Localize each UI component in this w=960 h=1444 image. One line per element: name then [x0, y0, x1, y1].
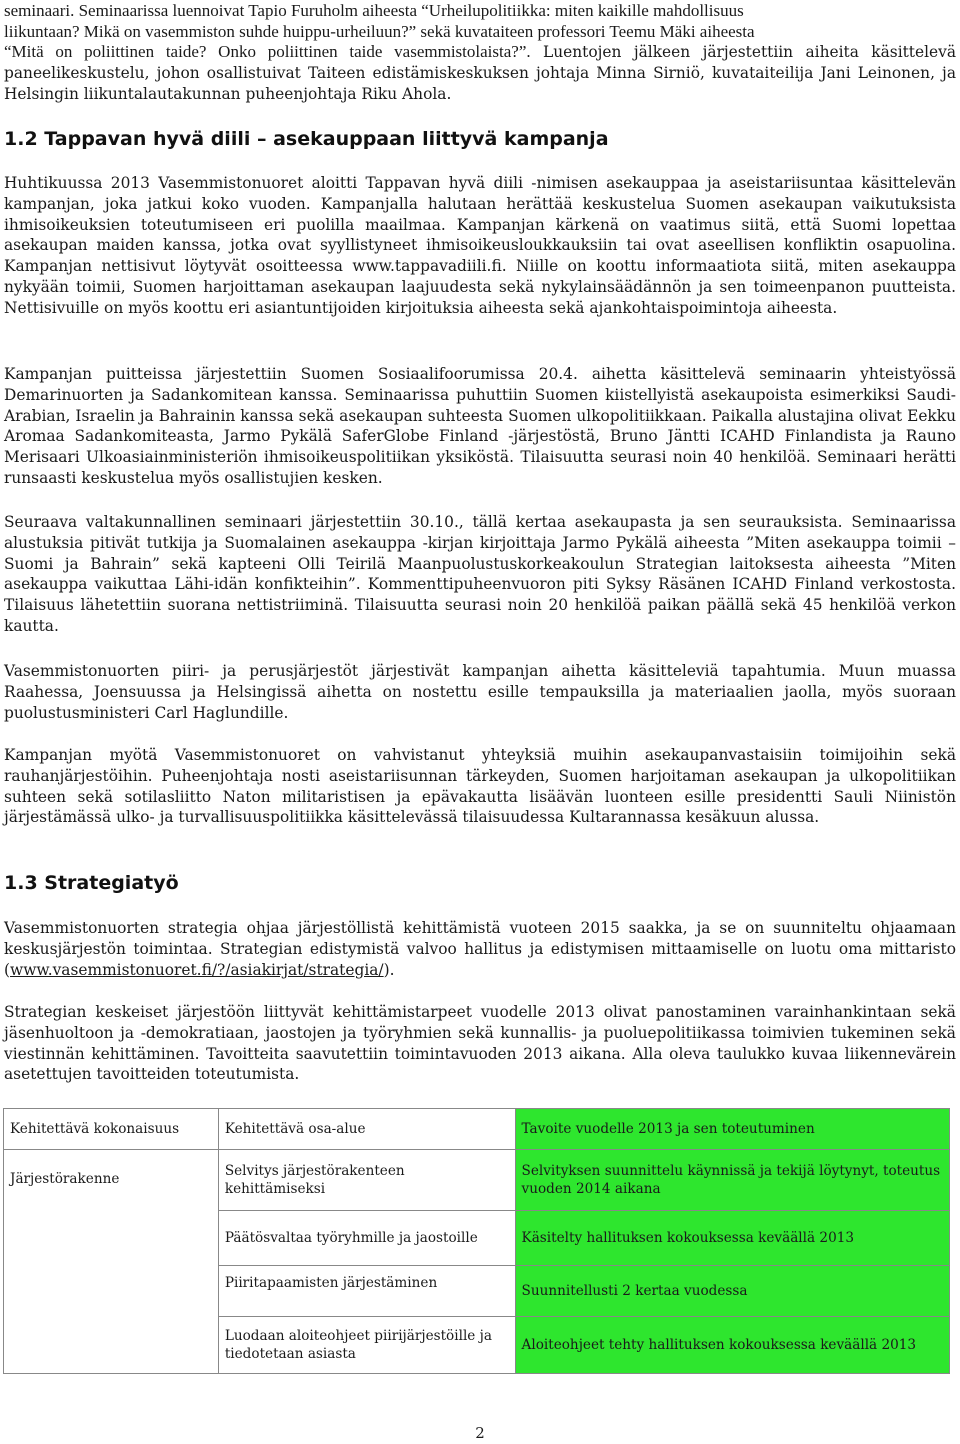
header-kokonaisuus: Kehitettävä kokonaisuus [4, 1109, 219, 1150]
header-tavoite: Tavoite vuodelle 2013 ja sen toteutuminen [515, 1109, 949, 1150]
goal-cell: Selvityksen suunnittelu käynnissä ja tekijä löytynyt, toteutus vuoden 2014 aikana [515, 1150, 949, 1211]
paragraph-campaign: Huhtikuussa 2013 Vasemmistonuoret aloitti Tappavan hyvä diili -nimisen asekauppaa ja aseistariisuntaa käsittelevän kampanjan, joka jatkui koko vuoden. Kampanjalla halutaan herättää keskustelua Suomen asekaupan vaikutuksista ihmisoikeuksien toteutumiseen eri puolilla maailmaa. Kampanjan kärkenä on vaatimus siitä, että Suomi lopettaa asekaupan maiden kanssa, jotka ovat syyllistyneet ihmisoikeusloukkauksiin tai ovat aseellisen konfliktin osapuolina. Kampanjan nettisivut löytyvät osoitteessa www.tappavadiili.fi. Niille on koottu informaatiota siitä, miten asekauppa nykyään toimii, Suomen harjoittaman asekaupan laajuudesta sekä nykylainsäädännön ja sen toimeenpanon puutteista. Nettisivuille on myös koottu eri asiantuntijoiden kirjoituksia aiheesta sekä ajankohtaispoimintoja aiheesta. [4, 174, 956, 317]
intro-line-3 [4, 42, 956, 104]
strategy-link[interactable]: www.vasemmistonuoret.fi/?/asiakirjat/strategia/ [10, 960, 384, 979]
intro-quote: “Mitä on poliittinen taide? Onko poliittinen taide vasemmistolaista?”. [4, 42, 531, 61]
goals-table [3, 1108, 950, 1374]
table-row [4, 1150, 950, 1211]
paragraph-local-events: Vasemmistonuorten piiri- ja perusjärjestöt järjestivät kampanjan aihetta käsitteleviä tapahtumia. Muun muassa Raahessa, Joensuussa ja Helsingissä aihetta on nostettu esille tempauksilla ja materiaalien jaolla, myös suoraan puolustusministeri Carl Haglundille. [4, 662, 956, 722]
paragraph-networking: Kampanjan myötä Vasemmistonuoret on vahvistanut yhteyksiä muihin asekaupanvastaisiin toimijoihin sekä rauhanjärjestöihin. Puheenjohtaja nosti aseistariisunnan tärkeyden, Suomen harjoitaman asekaupan ja ulkopolitiikan suhteen sekä sotilasliitto Naton militaristisen ja epävakautta lisäävän luonteen esille presidentti Sauli Niinistön järjestämässä ulko- ja turvallisuuspolitiikka käsittelevässä tilaisuudessa Kultarannassa kesäkuun alussa. [4, 746, 956, 827]
strategy-text: Vasemmistonuorten strategia ohjaa järjestöllistä kehittämistä vuoteen 2015 saakka, ja se on suunniteltu ohjaamaan keskusjärjestön toimintaa. Strategian edistymistä valvoo hallitus ja edistymisen mittaamiselle on luotu oma mittaristo ( [4, 919, 956, 979]
intro-line-2: liikuntaan? Mikä on vasemmiston suhde huippu-urheiluun?” sekä kuvataiteen professori Teemu Mäki aiheesta [4, 22, 755, 41]
area-cell: Päätösvaltaa työryhmille ja jaostoille [218, 1211, 515, 1266]
area-cell: Selvitys järjestörakenteen kehittämiseksi [218, 1150, 515, 1211]
goal-cell: Suunnitellusti 2 kertaa vuodessa [515, 1266, 949, 1317]
area-cell: Luodaan aloiteohjeet piirijärjestöille ja tiedotetaan asiasta [218, 1317, 515, 1374]
intro-continuation: Luentojen jälkeen järjestettiin aiheita käsittelevä paneelikeskustelu, johon osallistuivat Taiteen edistämiskeskuksen johtaja Minna Sirniö, kuvataiteilija Jani Leinonen, ja Helsingin liikuntalautakunnan puheenjohtaja Riku Ahola. [4, 43, 956, 103]
paragraph-seminar-2: Seuraava valtakunnallinen seminaari järjestettiin 30.10., tällä kertaa asekaupasta ja sen seurauksista. Seminaarissa alustuksia pitivät tutkija ja Suomalainen asekauppa -kirjan kirjoittaja Jarmo Pykälä aiheesta ”Miten asekauppa toimii – Suomi ja Bahrain” sekä kapteeni Olli Teirilä Maanpuolustuskorkeakoulun Strategian laitoksesta aiheesta ”Miten asekauppa vaikuttaa Lähi-idän konfikteihin”. Kommenttipuheenvuoron piti Syksy Räsänen ICAHD Finland verkostosta. Tilaisuus lähetettiin suorana nettistriiminä. Tilaisuutta seurasi noin 20 henkilöä paikan päällä sekä 45 henkilöä verkon kautta. [4, 513, 956, 635]
intro-paragraph [4, 0, 956, 104]
goal-cell: Aloiteohjeet tehty hallituksen kokouksessa keväällä 2013 [515, 1317, 949, 1374]
group-cell: Järjestörakenne [4, 1150, 219, 1374]
section-heading-1-3: 1.3 Strategiatyö [4, 872, 179, 894]
strategy-text-end: ). [383, 960, 395, 979]
section-heading-1-2: 1.2 Tappavan hyvä diili – asekauppaan liittyvä kampanja [4, 128, 609, 150]
table-header-row [4, 1109, 950, 1150]
page-number: 2 [475, 1424, 485, 1442]
area-cell: Piiritapaamisten järjestäminen [218, 1266, 515, 1317]
paragraph-strategy-goals: Strategian keskeiset järjestöön liittyvät kehittämistarpeet vuodelle 2013 olivat panostaminen varainhankintaan sekä jäsenhuoltoon ja -demokratiaan, jaostojen ja työryhmien sekä kunnallis- ja puoluepolitiikassa toimivien tukeminen sekä viestinnän kehittäminen. Tavoitteita saavutettiin toimintavuoden 2013 aikana. Alla oleva taulukko kuvaa liikennevärein asetettujen tavoitteiden toteutumista. [4, 1003, 956, 1084]
goal-cell: Käsitelty hallituksen kokouksessa keväällä 2013 [515, 1211, 949, 1266]
paragraph-seminar-1: Kampanjan puitteissa järjestettiin Suomen Sosiaalifoorumissa 20.4. aihetta käsittelevä seminaarin yhteistyössä Demarinuorten ja Sadankomitean kanssa. Seminaarissa puhuttiin Suomen kiistellyistä asekaupoista esimerkiksi Saudi-Arabian, Israelin ja Bahrainin kanssa sekä asekaupan suhteesta Suomen ulkopolitiikkaan. Paikalla alustajina olivat Eekku Aromaa Sadankomiteasta, Jarmo Pykälä SaferGlobe Finland -järjestöstä, Bruno Jäntti ICAHD Finlandista ja Rauno Merisaari Ulkoasiainministeriön ihmisoikeuspolitiikan yksiköstä. Tilaisuutta seurasi noin 40 henkilöä. Seminaari herätti runsaasti keskustelua myös osallistujien kesken. [4, 365, 956, 487]
header-osa-alue: Kehitettävä osa-alue [218, 1109, 515, 1150]
paragraph-strategy [4, 918, 956, 980]
intro-line-1: seminaari. Seminaarissa luennoivat Tapio Furuholm aiheesta “Urheilupolitiikka: miten kaikille mahdollisuus [4, 1, 744, 20]
